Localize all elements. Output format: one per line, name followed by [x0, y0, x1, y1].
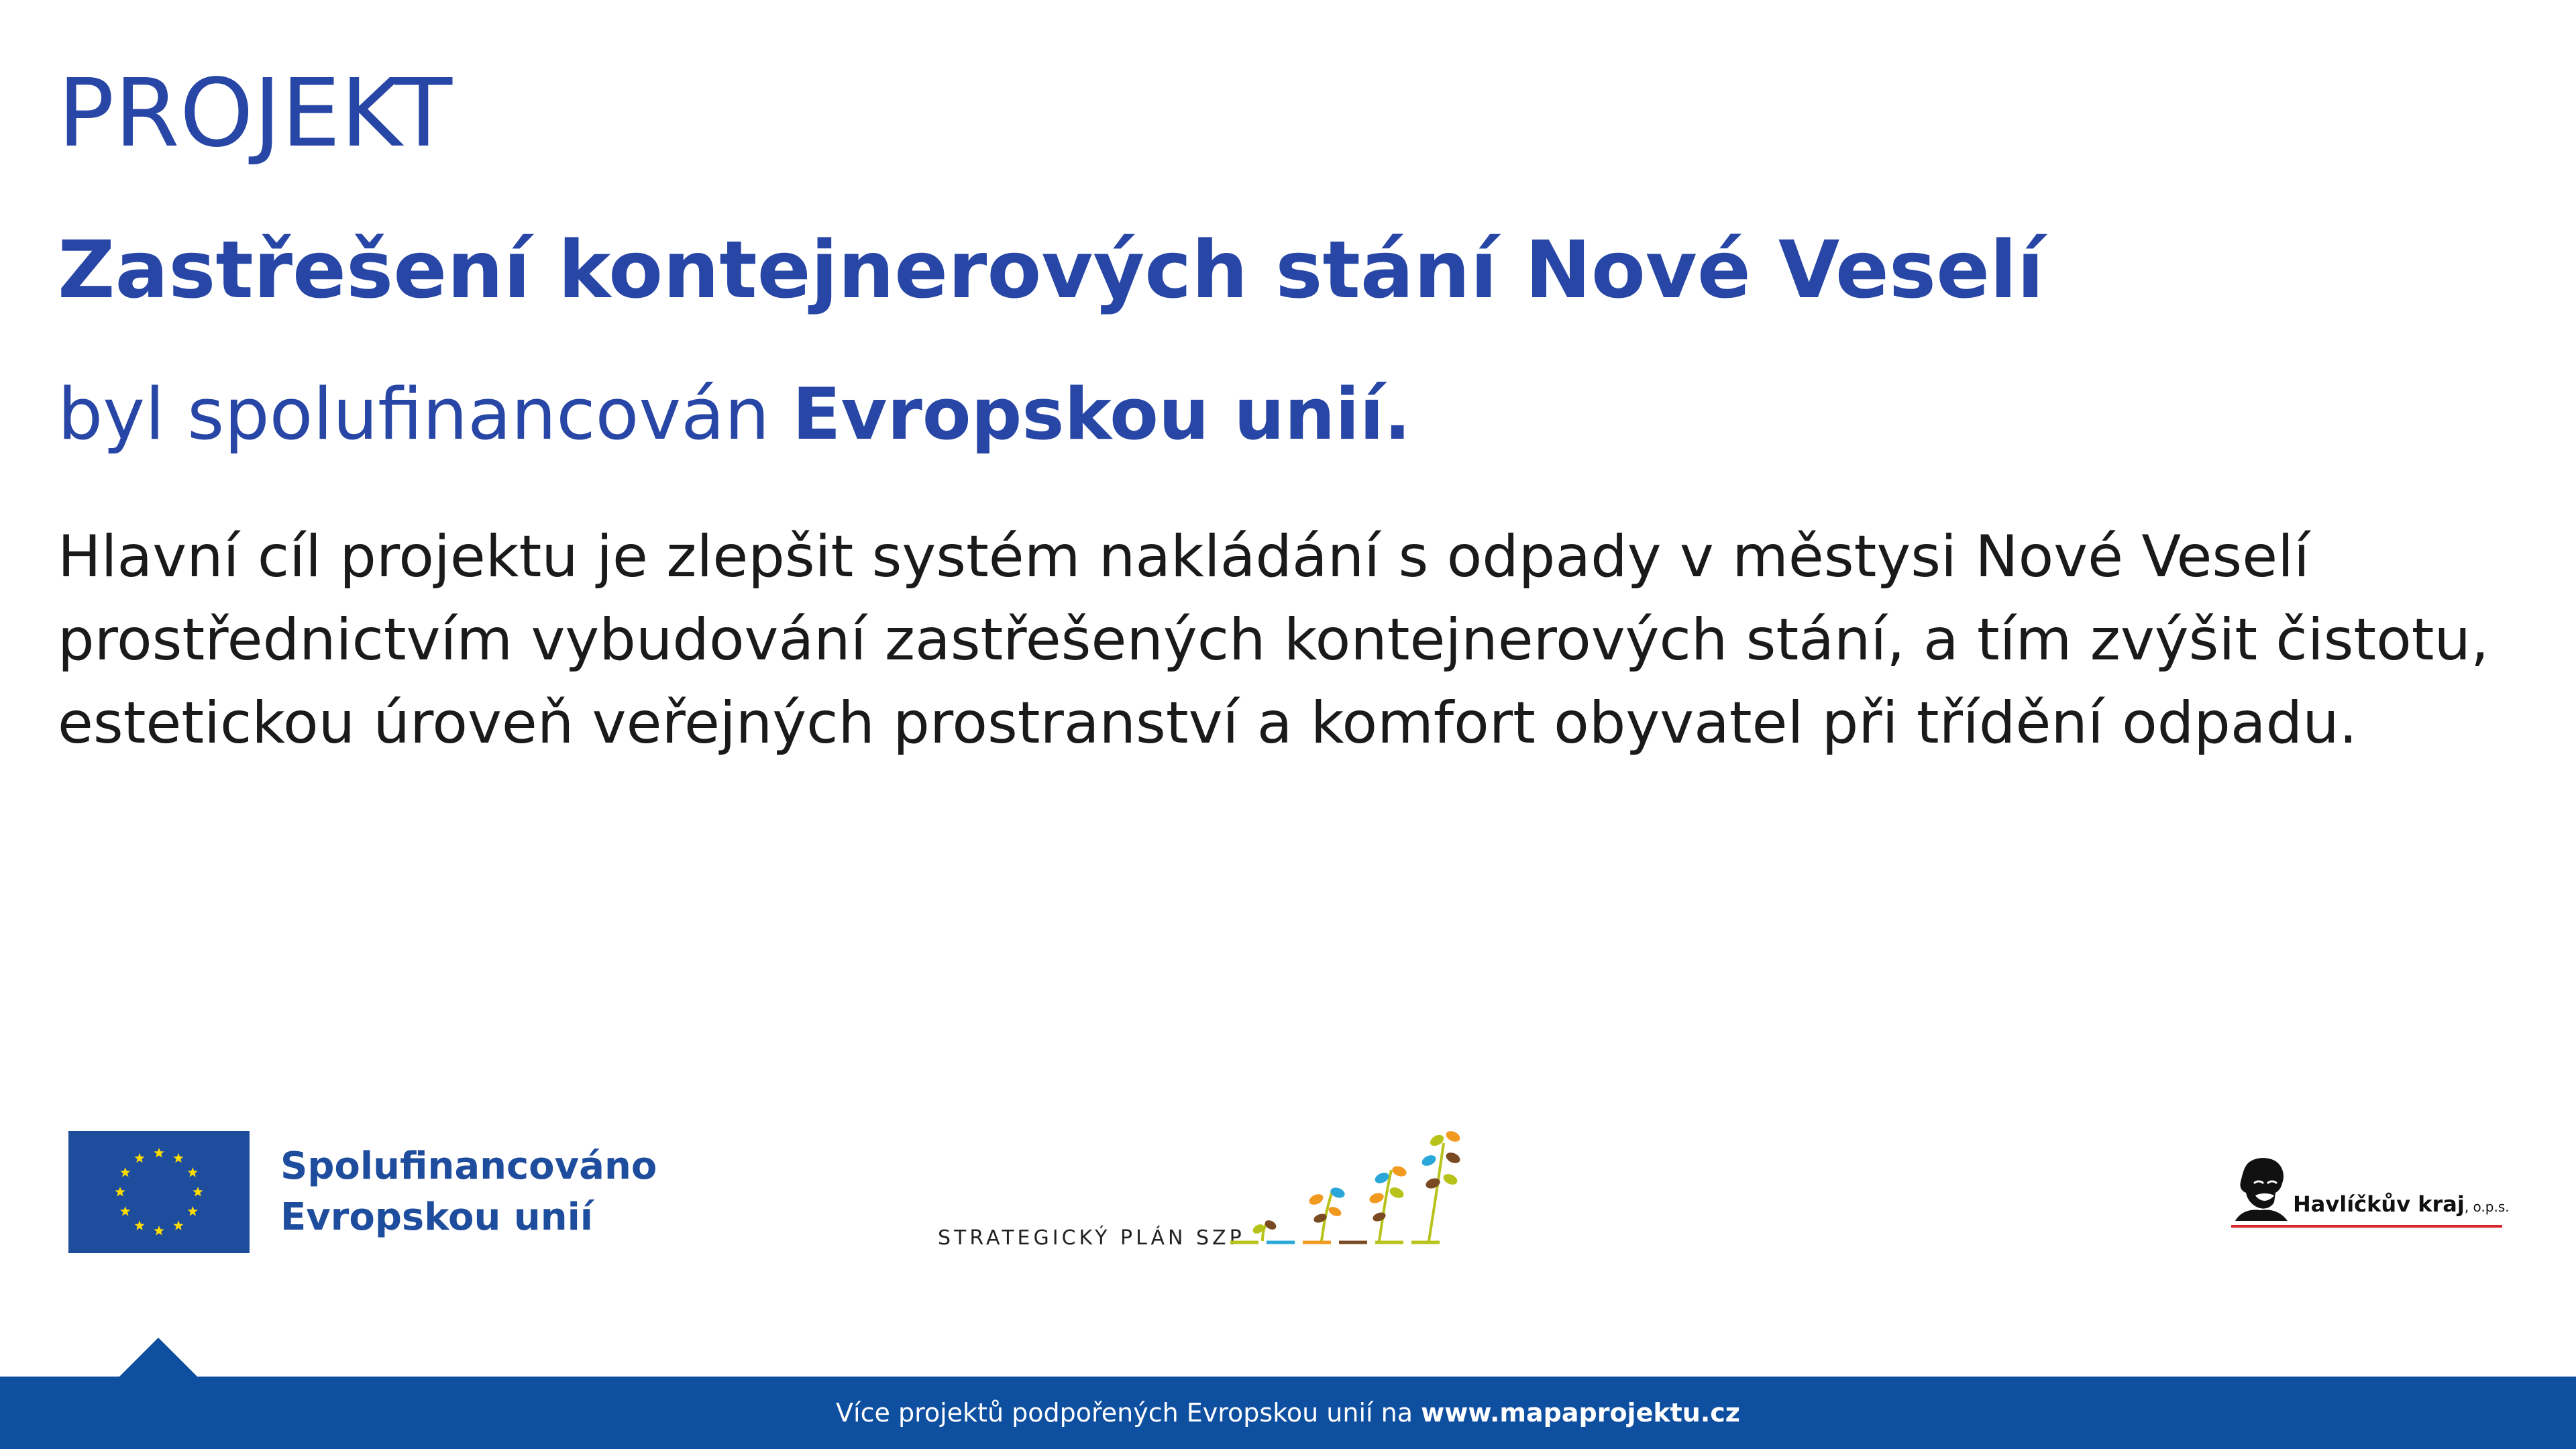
eu-logo-line2: Evropskou unií: [280, 1195, 593, 1239]
footer-text: [836, 1398, 1740, 1428]
eu-star-icon: [193, 1187, 203, 1196]
eu-star-icon: [115, 1187, 125, 1196]
description-line: Hlavní cíl projektu je zlepšit systém nakládání s odpady v městysi Nové Veselí: [58, 523, 2310, 590]
havlickuv-kraj-name: Havlíčkův kraj: [2293, 1191, 2465, 1217]
eu-star-icon: [134, 1153, 144, 1163]
description-line: estetickou úroveň veřejných prostranství a komfort obyvatel při třídění odpadu.: [58, 690, 2358, 757]
eu-star-icon: [188, 1206, 198, 1216]
havlickuv-kraj-text: [2293, 1191, 2510, 1217]
footer-bar: [0, 1377, 2576, 1449]
project-description: [58, 515, 2526, 765]
szp-logo-label: STRATEGICKÝ PLÁN SZP: [938, 1226, 1245, 1250]
eu-star-icon: [173, 1220, 183, 1230]
project-title: Zastřešení kontejnerových stání Nové Veselí: [58, 223, 2045, 316]
eu-star-icon: [173, 1153, 183, 1163]
project-label: PROJEKT: [58, 59, 453, 168]
cofinanced-strong: Evropskou unií.: [792, 373, 1411, 455]
cofinanced-prefix: byl spolufinancován: [58, 373, 792, 455]
portrait-icon: [2231, 1154, 2292, 1224]
eu-logo-text: [280, 1141, 657, 1243]
plant-sprouts-icon: [1228, 1127, 1523, 1254]
eu-star-icon: [134, 1220, 144, 1230]
eu-star-icon: [120, 1206, 130, 1216]
havlickuv-kraj-suffix: , o.p.s.: [2464, 1199, 2510, 1215]
szp-logo: [938, 1127, 1528, 1261]
eu-logo: [68, 1131, 657, 1253]
havlickuv-kraj-logo: [2231, 1154, 2510, 1234]
eu-star-icon: [154, 1226, 164, 1235]
eu-logo-line1: Spolufinancováno: [280, 1144, 657, 1188]
footer-notch: [118, 1338, 199, 1378]
eu-star-icon: [188, 1167, 198, 1177]
eu-flag-icon: [68, 1131, 250, 1253]
description-line: prostřednictvím vybudování zastřešených kontejnerových stání, a tím zvýšit čistotu,: [58, 606, 2489, 674]
footer-link[interactable]: www.mapaprojektu.cz: [1421, 1398, 1740, 1428]
eu-star-icon: [120, 1167, 130, 1177]
eu-star-icon: [154, 1148, 164, 1157]
havlickuv-kraj-underline: [2231, 1225, 2502, 1228]
footer-prefix: Více projektů podpořených Evropskou unií na: [836, 1398, 1421, 1428]
cofinanced-line: [58, 373, 1411, 455]
